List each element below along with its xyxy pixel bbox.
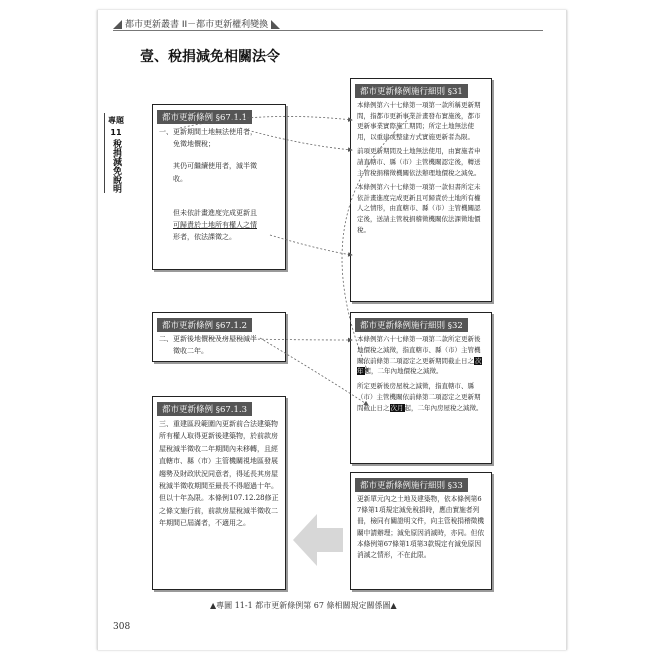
header-triangle-icon (113, 20, 122, 29)
law-67-1-1-line: 可歸責於土地所有權人之情 (173, 221, 257, 230)
law-67-1-2-body (153, 334, 285, 361)
law-67-1-1-line: 一、更新期間土地無法使用者， (159, 128, 257, 136)
figure-caption: ▲專圖 11-1 都市更新條例第 67 條相關規定關係圖▲ (210, 601, 397, 610)
header-rule (113, 30, 543, 31)
header-text: 都市更新叢書 II－都市更新權利變換 (125, 20, 269, 30)
running-header (113, 17, 280, 30)
highlight-next-year: 次年 (357, 356, 482, 376)
law-67-1-2-line: 二、更新後地價稅及房屋稅減半 (159, 335, 257, 343)
header-triangle-icon (271, 20, 280, 29)
side-tab-number: 11 (110, 128, 122, 137)
law-67-1-1-line: 形者，依法課徵之。 (173, 233, 236, 242)
law-67-1-1-box (152, 104, 286, 270)
law-67-1-1-line: 但未依計畫進度完成更新且 (173, 208, 257, 217)
rule-32-text: 起，二年內房屋稅之減徵。 (404, 403, 483, 412)
rule-32-title: 都市更新條例施行細則 §32 (355, 318, 468, 332)
rule-32-text: 起，二年內地價稅之減徵。 (364, 367, 443, 376)
rule-32-box (350, 312, 492, 464)
law-67-1-2-box (152, 312, 286, 362)
law-67-1-1-line: 其仍可繼續使用者，減半徵 (173, 162, 257, 171)
rule-31-para: 本條例第六十七條第一項第一款所稱更新期間，指都市更新事業計畫發布實施後，都市更新事業實際施工期間；所定土地無法使用，以重建或整建方式實施更新者為限。 (357, 101, 481, 141)
rule-31-para: 前項更新期間及土地無法使用，由實施者申請直轄市、縣（市）主管機關認定後，轉送主管稅捐稽徵機關依法辦理地價稅之減免。 (357, 147, 481, 177)
side-tab-label: 專題 (108, 116, 124, 125)
side-tab-vertical-text: 稅捐減免說明 (111, 139, 121, 193)
law-67-1-1-body (153, 126, 285, 247)
rule-32-body (351, 334, 491, 422)
big-left-arrow-icon (293, 512, 343, 568)
section-title: 壹、稅捐減免相關法令 (140, 49, 280, 65)
rule-32-text: 本條例第六十七條第一項第二款所定更新後地價稅之減徵，指直轄市、縣（市）主管機關依前條第二項認定之更新期間截止日之 (357, 335, 481, 365)
highlight-next-month: 次月 (390, 403, 404, 412)
rule-33-title: 都市更新條例施行細則 §33 (355, 478, 468, 492)
rule-33-box (350, 472, 492, 590)
law-67-1-1-title: 都市更新條例 §67.1.1 (157, 110, 252, 124)
law-67-1-3-box (152, 396, 286, 590)
rule-31-title: 都市更新條例施行細則 §31 (355, 84, 468, 98)
law-67-1-2-line: 徵收二年。 (173, 346, 208, 355)
page-number: 308 (113, 622, 131, 632)
rule-31-box (350, 78, 492, 302)
rule-32-text: 所定更新後房屋稅之減徵，指直轄市、縣（市）主管機關依前條第二項認定之更新期間截止日之 (357, 382, 481, 412)
law-67-1-3-title: 都市更新條例 §67.1.3 (157, 402, 252, 416)
law-67-1-3-body: 三、重建區段範圍內更新前合法建築物所有權人取得更新後建築物，於前款房屋稅減半徵收二年期間內未移轉，且經直轄市、縣（市）主管機關視地區發展趨勢及財政狀況同意者，得延長其房屋稅減半徵收期間至最長不得超過十年。但以十年為限。本條例107.12.28修正之條文施行前，前款房屋稅減半徵收二年期間已屆滿者，不適用之。 (159, 420, 279, 528)
rule-31-para: 本條例第六十七條第一項第一款但書所定未依計畫進度完成更新且可歸責於土地所有權人之情形，由直轄市、縣（市）主管機關認定後，送請主管稅捐稽徵機關依法課徵地價稅。 (357, 183, 481, 234)
law-67-1-2-title: 都市更新條例 §67.1.2 (157, 318, 252, 332)
law-67-1-1-line: 免徵地價稅； (173, 140, 215, 149)
side-tab (105, 115, 127, 193)
rule-31-body (351, 100, 491, 243)
rule-33-body: 更新單元內之土地及建築物，依本條例第67條第1項規定減免稅捐時，應由實施者列冊，檢同有關證明文件，向主管稅捐稽徵機關申請辦理；減免原因消滅時，亦同。但依本條例第67條第1項第3款規定有減免原因消滅之情形，不在此限。 (357, 495, 485, 560)
law-67-1-1-line: 收。 (173, 174, 187, 183)
